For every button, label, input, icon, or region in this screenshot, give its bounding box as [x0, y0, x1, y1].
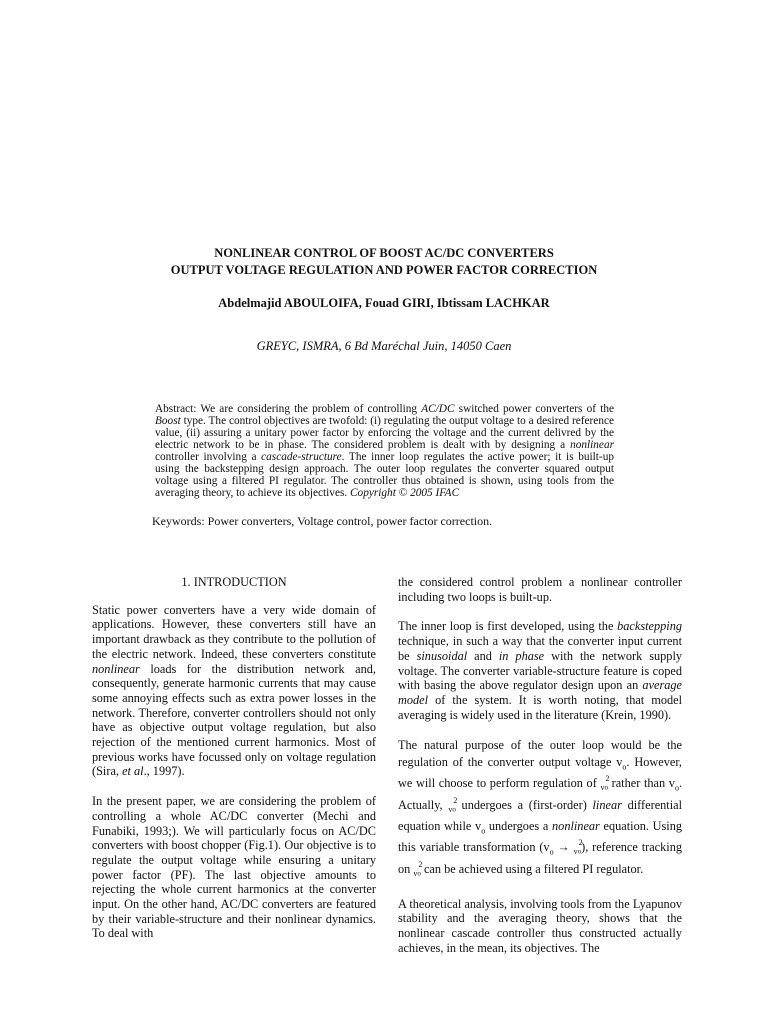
right-paragraph-2: The inner loop is first developed, using the backstepping technique, in such a way that the converter input current be sinusoidal and in phase with the network supply voltage. The converter variable-structure feature is coped with basing the above regulator design upon an average model of the system. It is worth noting, that model averaging is widely used in the literature (Krein, 1990).: [398, 619, 683, 722]
paper-title-line2: OUTPUT VOLTAGE REGULATION AND POWER FACTOR CORRECTION: [170, 263, 598, 277]
v-squared-term: v 2 $_o$: [573, 838, 583, 857]
right-column: [398, 575, 682, 971]
right-paragraph-3: The natural purpose of the outer loop would be the regulation of the converter output voltage $v_o$. However, we will choose to perform regulation of v 2 $_o$ rather than $v_o$. Actually, v 2 $_o$ undergoes a (first-order) linear differential equation while $v_o$ undergoes a nonlinear equation. Using this variable transformation ($v_o \to v$ 2 $_o$), reference tracking on v 2 $_o$ can be achieved using a filtered PI regulator.: [398, 737, 682, 881]
affiliation: GREYC, ISMRA, 6 Bd Maréchal Juin, 14050 Caen: [256, 339, 512, 353]
intro-paragraph-2: In the present paper, we are considering the problem of controlling a whole AC/DC converter (Mechi and Funabiki, 1993;). We will particularly focus on AC/DC converters with boost chopper (Fig.1). Our objective is to regulate the output voltage while ensuring a unitary power factor (PF). The last objective amounts to rejecting the whole current harmonics at the converter input. On the other hand, AC/DC converters are featured by their variable-structure and their nonlinear dynamics. To deal with: [92, 794, 376, 941]
abstract: Abstract: We are considering the problem of controlling AC/DC switched power converters of the Boost type. The control objectives are twofold: (i) regulating the output voltage to a desired reference value, (ii) assuring a unitary power factor by enforcing the voltage and the current delivred by the electric network to be in phase. The considered problem is dealt with by designing a nonlinear controller involving a cascade-structure. The inner loop regulates the active power; it is built-up using the backstepping design approach. The outer loop regulates the converter squared output voltage using a filtered PI regulator. The controller thus obtained is shown, using tools from the averaging theory, to achieve its objectives. Copyright © 2005 IFAC: [155, 403, 614, 499]
v-squared-term: v 2 $_o$: [413, 859, 423, 878]
v-squared-term: v 2 $_o$: [448, 795, 458, 814]
keywords: Keywords: Power converters, Voltage control, power factor correction.: [152, 514, 493, 528]
intro-paragraph-1: Static power converters have a very wide domain of applications. However, these converters still have an important drawback as they contribute to the pollution of the electric network. Indeed, these converters constitute nonlinear loads for the distribution network and, consequently, generate harmonic currents that may cause some annoying effects such as extra power losses in the network. Therefore, converter controllers should not only have as objective output voltage regulation, but also rejection of the mentioned current harmonics. Most of previous works have focussed only on voltage regulation (Sira, et al., 1997).: [92, 602, 376, 779]
right-paragraph-4: A theoretical analysis, involving tools from the Lyapunov stability and the averaging theory, shows that the nonlinear cascade controller thus constructed actually achieves, in the mean, its objectives. The: [398, 896, 682, 955]
paper-title-line1: NONLINEAR CONTROL OF BOOST AC/DC CONVERTERS: [214, 246, 554, 260]
v-squared-term: v 2 $_o$: [600, 774, 610, 793]
right-paragraph-1: the considered control problem a nonlinear controller including two loops is built-up.: [398, 575, 682, 604]
section-heading-introduction: 1. INTRODUCTION: [181, 575, 287, 589]
left-column: [92, 575, 376, 956]
authors: Abdelmajid ABOULOIFA, Fouad GIRI, Ibtissam LACHKAR: [218, 296, 550, 310]
